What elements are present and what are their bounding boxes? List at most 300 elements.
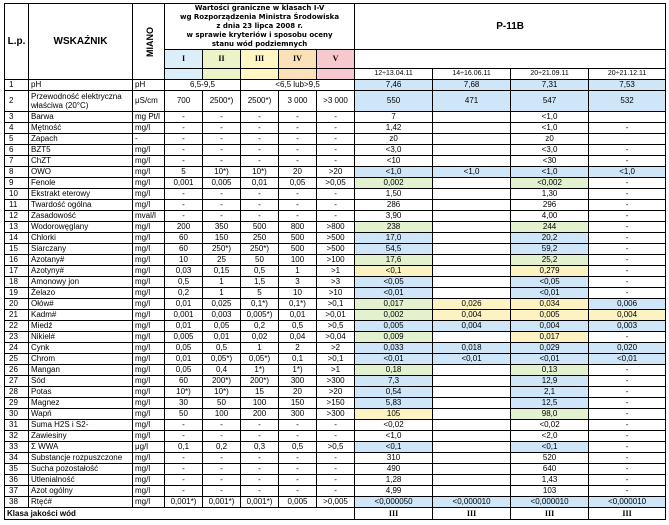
row-limit-4: 10 — [279, 288, 317, 299]
row-lp: 5 — [5, 134, 29, 145]
row-indicator: Potas — [29, 387, 133, 398]
table-row — [5, 189, 666, 200]
row-unit: mg/l — [133, 200, 165, 211]
row-result-4: 0,020 — [589, 343, 666, 354]
row-unit: mg/l — [133, 376, 165, 387]
row-limit-5: >0,005 — [317, 497, 355, 508]
row-limit-1: 0,05 — [165, 343, 203, 354]
row-limit-5: >10 — [317, 288, 355, 299]
row-limit-1: 60 — [165, 376, 203, 387]
row-lp: 30 — [5, 409, 29, 420]
row-lp: 38 — [5, 497, 29, 508]
row-limit-4: 0,5 — [279, 442, 317, 453]
row-limit-1: 10 — [165, 255, 203, 266]
row-limit-3: 0,02 — [241, 332, 279, 343]
row-result-1: 5,83 — [355, 398, 433, 409]
row-indicator: Kadm# — [29, 310, 133, 321]
row-limit-2: - — [203, 475, 241, 486]
row-result-2 — [433, 464, 511, 475]
row-limit-IV-V: <6,5 lub>9,5 — [241, 80, 355, 91]
row-limit-4: - — [279, 475, 317, 486]
row-limit-4: 500 — [279, 233, 317, 244]
table-row — [5, 332, 666, 343]
row-limit-2: - — [203, 145, 241, 156]
row-limit-3: 0,005*) — [241, 310, 279, 321]
row-indicator: Miedź — [29, 321, 133, 332]
row-result-2: <0,000010 — [433, 497, 511, 508]
table-row — [5, 475, 666, 486]
row-lp: 12 — [5, 211, 29, 222]
row-result-4: - — [589, 398, 666, 409]
row-lp: 33 — [5, 442, 29, 453]
row-limit-1: 5 — [165, 167, 203, 178]
row-limit-3: 0,2 — [241, 321, 279, 332]
row-result-3: 59,2 — [511, 244, 589, 255]
row-limit-3: 2500*) — [241, 91, 279, 112]
row-limit-5: - — [317, 145, 355, 156]
table-row — [5, 299, 666, 310]
row-limit-5: >0,05 — [317, 178, 355, 189]
row-unit: mg/l — [133, 354, 165, 365]
row-result-1: 1,28 — [355, 475, 433, 486]
row-limit-3: - — [241, 420, 279, 431]
row-limit-4: 3 000 — [279, 91, 317, 112]
row-limit-2: 1 — [203, 288, 241, 299]
row-limit-4: 500 — [279, 244, 317, 255]
row-indicator: Azotany# — [29, 255, 133, 266]
row-unit: mg/l — [133, 387, 165, 398]
row-result-2 — [433, 398, 511, 409]
row-unit: mg/l — [133, 475, 165, 486]
row-result-1: 7,46 — [355, 80, 433, 91]
row-result-1: 7 — [355, 112, 433, 123]
row-limit-2: 50 — [203, 398, 241, 409]
row-limit-5: >3 — [317, 277, 355, 288]
row-result-2 — [433, 453, 511, 464]
row-limit-4: 800 — [279, 222, 317, 233]
row-limit-5: >0,5 — [317, 321, 355, 332]
row-result-3: 98,0 — [511, 409, 589, 420]
row-limit-4: - — [279, 156, 317, 167]
row-indicator: Sucha pozostałość — [29, 464, 133, 475]
row-limit-5: - — [317, 134, 355, 145]
footer-class-1: III — [355, 508, 433, 520]
row-result-2 — [433, 420, 511, 431]
row-result-4: - — [589, 222, 666, 233]
row-lp: 28 — [5, 387, 29, 398]
row-result-4: - — [589, 387, 666, 398]
row-indicator: Cynk — [29, 343, 133, 354]
row-unit: mval/l — [133, 211, 165, 222]
header-date-2: 14÷16.06.11 — [433, 69, 511, 80]
row-result-1: <3,0 — [355, 145, 433, 156]
row-result-3: 2,1 — [511, 387, 589, 398]
row-result-1: 0,009 — [355, 332, 433, 343]
row-limit-5: >1 — [317, 266, 355, 277]
row-result-1: 1,42 — [355, 123, 433, 134]
row-limit-1: 0,001 — [165, 310, 203, 321]
row-indicator: Sód — [29, 376, 133, 387]
header-sampling-point: P-11B — [355, 4, 666, 50]
row-result-2: 7,68 — [433, 80, 511, 91]
row-limit-3: - — [241, 134, 279, 145]
row-indicator: Wodorowęglany — [29, 222, 133, 233]
row-limit-4: 0,005 — [279, 497, 317, 508]
row-limit-2: 100 — [203, 409, 241, 420]
row-limit-3: - — [241, 189, 279, 200]
row-lp: 4 — [5, 123, 29, 134]
row-result-4: - — [589, 420, 666, 431]
row-unit: mg/l — [133, 156, 165, 167]
row-lp: 25 — [5, 354, 29, 365]
row-limit-5: >300 — [317, 376, 355, 387]
row-limit-4: 20 — [279, 167, 317, 178]
table-row — [5, 387, 666, 398]
row-result-3: 25,2 — [511, 255, 589, 266]
row-result-1: <0,000050 — [355, 497, 433, 508]
row-indicator: Fenole — [29, 178, 133, 189]
row-unit: mg/l — [133, 321, 165, 332]
table-row — [5, 233, 666, 244]
row-indicator: pH — [29, 80, 133, 91]
row-result-2: 0,018 — [433, 343, 511, 354]
row-limit-1: - — [165, 211, 203, 222]
row-lp: 31 — [5, 420, 29, 431]
row-limit-1: - — [165, 200, 203, 211]
row-result-2: 471 — [433, 91, 511, 112]
row-unit: mg/l — [133, 167, 165, 178]
row-result-4: - — [589, 288, 666, 299]
row-unit: mg/l — [133, 299, 165, 310]
row-result-3: 0,029 — [511, 343, 589, 354]
row-limit-2: 0,5 — [203, 343, 241, 354]
row-limit-2: 250*) — [203, 244, 241, 255]
row-lp: 23 — [5, 332, 29, 343]
row-unit: pH — [133, 80, 165, 91]
row-result-4: 7,53 — [589, 80, 666, 91]
row-result-1: 54,5 — [355, 244, 433, 255]
row-result-1: 7,3 — [355, 376, 433, 387]
row-unit: mg/l — [133, 409, 165, 420]
row-limit-3: - — [241, 112, 279, 123]
row-limit-1: - — [165, 112, 203, 123]
table-row — [5, 123, 666, 134]
row-unit: mg/l — [133, 398, 165, 409]
row-result-3: 0,13 — [511, 365, 589, 376]
row-limit-5: >3 000 — [317, 91, 355, 112]
table-body — [5, 80, 666, 508]
row-result-3: 20,2 — [511, 233, 589, 244]
row-lp: 17 — [5, 266, 29, 277]
row-limit-1: 0,2 — [165, 288, 203, 299]
header-class-III: III — [241, 50, 279, 69]
row-result-4: 0,006 — [589, 299, 666, 310]
row-result-2 — [433, 442, 511, 453]
row-result-2 — [433, 211, 511, 222]
row-limit-5: >1 — [317, 365, 355, 376]
row-result-3: 0,017 — [511, 332, 589, 343]
table-row — [5, 200, 666, 211]
row-indicator: Ołów# — [29, 299, 133, 310]
table-row — [5, 409, 666, 420]
row-limit-4: - — [279, 431, 317, 442]
row-limit-2: - — [203, 464, 241, 475]
row-limit-4: 150 — [279, 398, 317, 409]
table-row — [5, 211, 666, 222]
row-limit-5: - — [317, 475, 355, 486]
row-lp: 15 — [5, 244, 29, 255]
row-limit-4: 0,05 — [279, 178, 317, 189]
row-result-3: 0,005 — [511, 310, 589, 321]
row-indicator: BZT5 — [29, 145, 133, 156]
row-limit-2: - — [203, 189, 241, 200]
table-row — [5, 156, 666, 167]
row-indicator: Amonowy jon — [29, 277, 133, 288]
row-limit-2: - — [203, 211, 241, 222]
row-result-1: 286 — [355, 200, 433, 211]
row-limit-2: 0,05*) — [203, 354, 241, 365]
row-limit-3: 1*) — [241, 365, 279, 376]
table-row — [5, 431, 666, 442]
row-result-1: <10 — [355, 156, 433, 167]
row-result-3: 244 — [511, 222, 589, 233]
row-limit-3: - — [241, 475, 279, 486]
row-lp: 26 — [5, 365, 29, 376]
table-row — [5, 486, 666, 497]
header-date-4: 20÷21.12.11 — [589, 69, 666, 80]
row-indicator: Rtęć# — [29, 497, 133, 508]
row-limit-5: >2 — [317, 343, 355, 354]
row-result-3: 12,9 — [511, 376, 589, 387]
row-result-4: - — [589, 178, 666, 189]
table-row — [5, 91, 666, 112]
row-unit: μS/cm — [133, 91, 165, 112]
table-row — [5, 464, 666, 475]
table-row — [5, 266, 666, 277]
row-result-4: - — [589, 211, 666, 222]
row-result-2 — [433, 431, 511, 442]
row-result-3: 520 — [511, 453, 589, 464]
row-result-1: 550 — [355, 91, 433, 112]
row-limit-2: - — [203, 156, 241, 167]
row-lp: 29 — [5, 398, 29, 409]
row-limit-2: 350 — [203, 222, 241, 233]
row-limit-3: - — [241, 486, 279, 497]
row-limit-5: >20 — [317, 167, 355, 178]
table-row — [5, 134, 666, 145]
row-lp: 16 — [5, 255, 29, 266]
row-result-1: <0,1 — [355, 442, 433, 453]
row-result-2 — [433, 112, 511, 123]
row-indicator: Azotyny# — [29, 266, 133, 277]
row-result-3: 547 — [511, 91, 589, 112]
table-row — [5, 145, 666, 156]
water-quality-table — [4, 3, 666, 520]
row-limit-I-II: 6,5-9,5 — [165, 80, 241, 91]
row-limit-2: - — [203, 431, 241, 442]
row-result-2 — [433, 376, 511, 387]
row-result-2 — [433, 233, 511, 244]
table-row — [5, 244, 666, 255]
footer-label: Klasa jakości wód — [5, 508, 355, 520]
row-limit-3: 50 — [241, 255, 279, 266]
row-unit: mg/l — [133, 266, 165, 277]
row-unit: mg/l — [133, 431, 165, 442]
row-result-1: 3,90 — [355, 211, 433, 222]
row-unit: mg/l — [133, 178, 165, 189]
header-lp: L.p. — [5, 4, 29, 80]
row-result-4: - — [589, 431, 666, 442]
footer-class-2: III — [433, 508, 511, 520]
row-lp: 6 — [5, 145, 29, 156]
row-limit-3: - — [241, 156, 279, 167]
row-indicator: Magnez — [29, 398, 133, 409]
row-result-2 — [433, 222, 511, 233]
row-limit-3: 200*) — [241, 376, 279, 387]
row-result-4: - — [589, 376, 666, 387]
row-limit-5: - — [317, 189, 355, 200]
row-result-4: 0,004 — [589, 310, 666, 321]
row-result-4: <1,0 — [589, 167, 666, 178]
row-limit-3: 10*) — [241, 167, 279, 178]
row-limit-2: 0,003 — [203, 310, 241, 321]
row-limit-3: 200 — [241, 409, 279, 420]
row-lp: 9 — [5, 178, 29, 189]
table-row — [5, 80, 666, 91]
row-limit-5: >300 — [317, 409, 355, 420]
header-date-3: 20÷21.09.11 — [511, 69, 589, 80]
row-result-4: - — [589, 189, 666, 200]
row-unit: mg/l — [133, 453, 165, 464]
row-limit-1: - — [165, 475, 203, 486]
row-limit-2: 0,15 — [203, 266, 241, 277]
row-lp: 34 — [5, 453, 29, 464]
header-limits-title: Wartości graniczne w klasach I-V wg Rozporządzenia Ministra Środowiska z dnia 23 lipca 2008 r. w sprawie kryteriów i sposobu oceny stanu wód podziemnych — [165, 4, 355, 50]
row-result-2: 0,004 — [433, 321, 511, 332]
row-limit-1: - — [165, 189, 203, 200]
row-limit-4: 1*) — [279, 365, 317, 376]
row-limit-5: - — [317, 486, 355, 497]
row-lp: 8 — [5, 167, 29, 178]
row-limit-1: - — [165, 156, 203, 167]
row-limit-4: - — [279, 420, 317, 431]
row-result-3: 103 — [511, 486, 589, 497]
row-result-2 — [433, 387, 511, 398]
row-indicator: Barwa — [29, 112, 133, 123]
row-lp: 24 — [5, 343, 29, 354]
row-result-2 — [433, 475, 511, 486]
table-row — [5, 398, 666, 409]
row-result-1: 4,99 — [355, 486, 433, 497]
row-limit-5: - — [317, 211, 355, 222]
table-row — [5, 178, 666, 189]
row-result-4: - — [589, 266, 666, 277]
row-unit: μg/l — [133, 442, 165, 453]
row-unit: mg/l — [133, 277, 165, 288]
row-limit-2: 0,2 — [203, 442, 241, 453]
table-row — [5, 376, 666, 387]
row-unit: mg/l — [133, 288, 165, 299]
row-result-2 — [433, 255, 511, 266]
row-result-2 — [433, 277, 511, 288]
row-limit-5: >150 — [317, 398, 355, 409]
row-limit-1: 50 — [165, 409, 203, 420]
row-result-3: <2,0 — [511, 431, 589, 442]
row-result-4: - — [589, 464, 666, 475]
row-limit-5: >0,04 — [317, 332, 355, 343]
row-limit-2: - — [203, 112, 241, 123]
row-limit-4: - — [279, 134, 317, 145]
table-row — [5, 420, 666, 431]
row-result-4: - — [589, 486, 666, 497]
row-result-2 — [433, 244, 511, 255]
row-indicator: Siarczany — [29, 244, 133, 255]
row-result-3: 0,004 — [511, 321, 589, 332]
row-result-2 — [433, 486, 511, 497]
row-limit-1: - — [165, 453, 203, 464]
row-indicator: Wapń — [29, 409, 133, 420]
row-result-3: <1,0 — [511, 123, 589, 134]
row-result-4: <0,01 — [589, 354, 666, 365]
row-limit-5: >500 — [317, 244, 355, 255]
row-limit-1: - — [165, 464, 203, 475]
row-result-4: - — [589, 233, 666, 244]
row-lp: 35 — [5, 464, 29, 475]
row-limit-1: 0,05 — [165, 365, 203, 376]
row-unit: mg/l — [133, 464, 165, 475]
row-limit-4: 2 — [279, 343, 317, 354]
row-limit-1: 200 — [165, 222, 203, 233]
row-result-2: 0,026 — [433, 299, 511, 310]
row-limit-2: 25 — [203, 255, 241, 266]
row-limit-4: 300 — [279, 409, 317, 420]
table-row — [5, 365, 666, 376]
row-result-2 — [433, 365, 511, 376]
row-limit-3: 15 — [241, 387, 279, 398]
row-indicator: Żelazo — [29, 288, 133, 299]
row-result-1: 17,0 — [355, 233, 433, 244]
row-result-1: z0 — [355, 134, 433, 145]
row-result-1: 1,50 — [355, 189, 433, 200]
row-indicator: Nikiel# — [29, 332, 133, 343]
row-result-2 — [433, 134, 511, 145]
row-lp: 14 — [5, 233, 29, 244]
row-limit-2: 10*) — [203, 387, 241, 398]
header-miano: MIANO — [133, 4, 165, 80]
header-class-V: V — [317, 50, 355, 69]
row-result-3: 0,279 — [511, 266, 589, 277]
row-limit-4: - — [279, 464, 317, 475]
row-limit-2: 0,4 — [203, 365, 241, 376]
row-unit: mg/l — [133, 365, 165, 376]
row-result-2 — [433, 145, 511, 156]
row-limit-3: 250*) — [241, 244, 279, 255]
row-result-3: 7,31 — [511, 80, 589, 91]
row-lp: 37 — [5, 486, 29, 497]
row-limit-2: 150 — [203, 233, 241, 244]
row-limit-5: >800 — [317, 222, 355, 233]
row-limit-4: 0,5 — [279, 321, 317, 332]
row-result-3: <0,002 — [511, 178, 589, 189]
row-limit-3: - — [241, 453, 279, 464]
header-class-I: I — [165, 50, 203, 69]
table-row — [5, 354, 666, 365]
row-limit-2: - — [203, 200, 241, 211]
row-result-1: 0,002 — [355, 178, 433, 189]
row-limit-4: - — [279, 123, 317, 134]
row-unit: mg/l — [133, 189, 165, 200]
row-lp: 21 — [5, 310, 29, 321]
